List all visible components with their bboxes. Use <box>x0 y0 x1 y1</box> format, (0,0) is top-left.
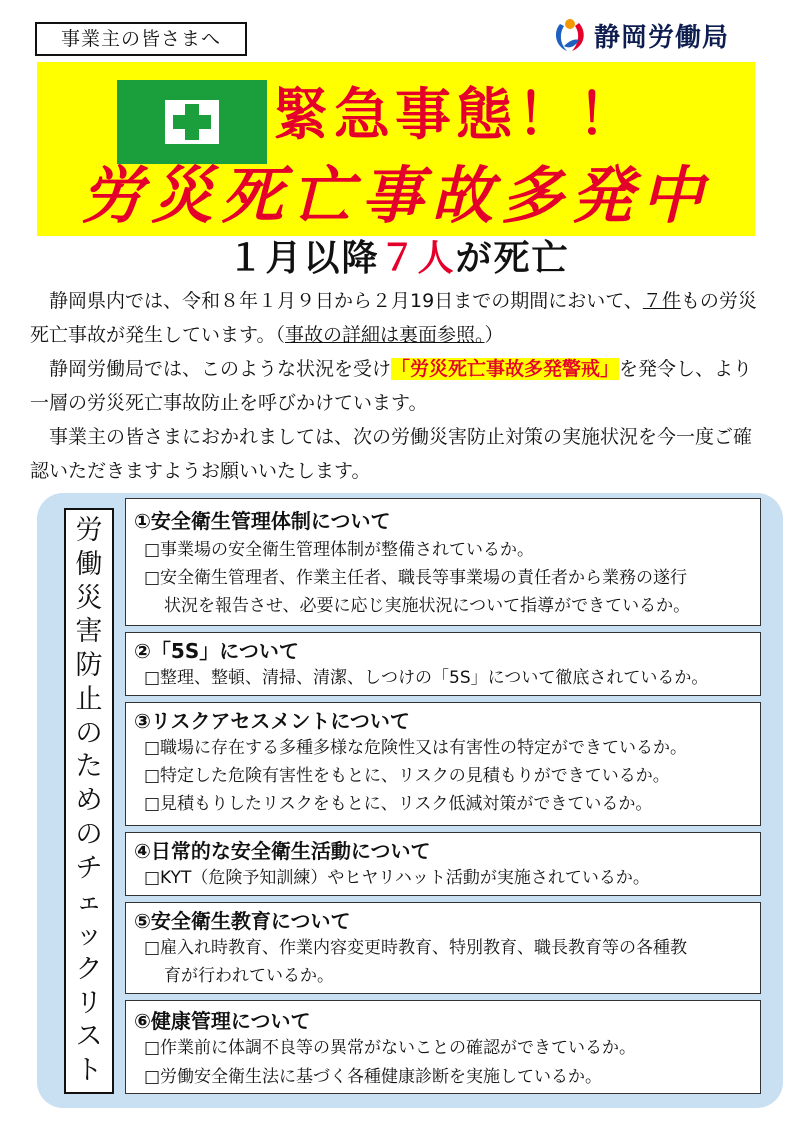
death-count-headline <box>0 236 797 282</box>
paragraph-request: 事業主の皆さまにおかれましては、次の労働災害防止対策の実施状況を今一度ご確認いただきますようお願いいたします。 <box>30 426 753 482</box>
section-safety-education <box>125 902 761 994</box>
section-title: ②「5S」について <box>134 639 299 663</box>
addressee-label: 事業主の皆さまへ <box>35 22 247 56</box>
section-5s <box>125 632 761 696</box>
checklist-item: □事業場の安全衛生管理体制が整備されているか。 <box>144 540 535 560</box>
checklist-item: □整理、整頓、清掃、清潔、しつけの「5S」について徹底されているか。 <box>144 668 709 688</box>
checklist-vertical-title: 労 働 災 害 防 止 の た め の チ ェ ッ ク リ ス ト <box>64 508 114 1094</box>
checklist-item-continued: 育が行われているか。 <box>164 966 334 986</box>
checklist-item: □安全衛生管理者、作業主任者、職長等事業場の責任者から業務の遂行 <box>144 568 688 588</box>
section-title: ⑤安全衛生教育について <box>134 909 351 933</box>
banner-emergency-text: 緊急事態！！ <box>273 83 639 148</box>
green-cross-icon <box>117 80 267 164</box>
checklist-item: □特定した危険有害性をもとに、リスクの見積もりができているか。 <box>144 766 670 786</box>
headline-count: ７人 <box>379 238 456 279</box>
bureau-name: 静岡労働局 <box>594 22 730 53</box>
headline-prefix: １月以降 <box>227 238 380 279</box>
headline-suffix: が死亡 <box>455 238 570 279</box>
section-title: ①安全衛生管理体制について <box>134 509 391 533</box>
checklist-item: □KYT（危険予知訓練）やヒヤリハット活動が実施されているか。 <box>144 868 650 888</box>
section-title: ⑥健康管理について <box>134 1009 311 1033</box>
section-safety-management <box>125 498 761 626</box>
checklist-item: □労働安全衛生法に基づく各種健康診断を実施しているか。 <box>144 1067 603 1087</box>
checklist-item-continued: 状況を報告させ、必要に応じ実施状況について指導ができているか。 <box>164 596 691 616</box>
section-title: ③リスクアセスメントについて <box>134 709 410 733</box>
section-title: ④日常的な安全衛生活動について <box>134 839 431 863</box>
warning-highlight: 「労災死亡事故多発警戒」 <box>391 358 620 380</box>
paragraph-incidents: 静岡県内では、令和８年１月９日から２月19日までの期間において、７件もの労災死亡事故が発生しています。（事故の詳細は裏面参照。） <box>30 290 757 346</box>
section-risk-assessment <box>125 702 761 826</box>
shizuoka-labor-bureau-logo <box>552 14 729 56</box>
checklist-item: □見積もりしたリスクをもとに、リスク低減対策ができているか。 <box>144 794 653 814</box>
emergency-banner <box>37 62 755 236</box>
checklist-item: □雇入れ時教育、作業内容変更時教育、特別教育、職長教育等の各種教 <box>144 938 688 958</box>
bureau-emblem-icon <box>552 16 588 54</box>
checklist-item: □職場に存在する多種多様な危険性又は有害性の特定ができているか。 <box>144 738 688 758</box>
checklist-item: □作業前に体調不良等の異常がないことの確認ができているか。 <box>144 1038 637 1058</box>
banner-fatal-accidents-text: 労災死亡事故多発中 <box>80 159 711 232</box>
section-health-management <box>125 1000 761 1094</box>
section-daily-activities <box>125 832 761 896</box>
paragraph-warning: 静岡労働局では、このような状況を受け「労災死亡事故多発警戒」を発令し、より一層の労災死亡事故防止を呼びかけています。 <box>30 358 753 414</box>
